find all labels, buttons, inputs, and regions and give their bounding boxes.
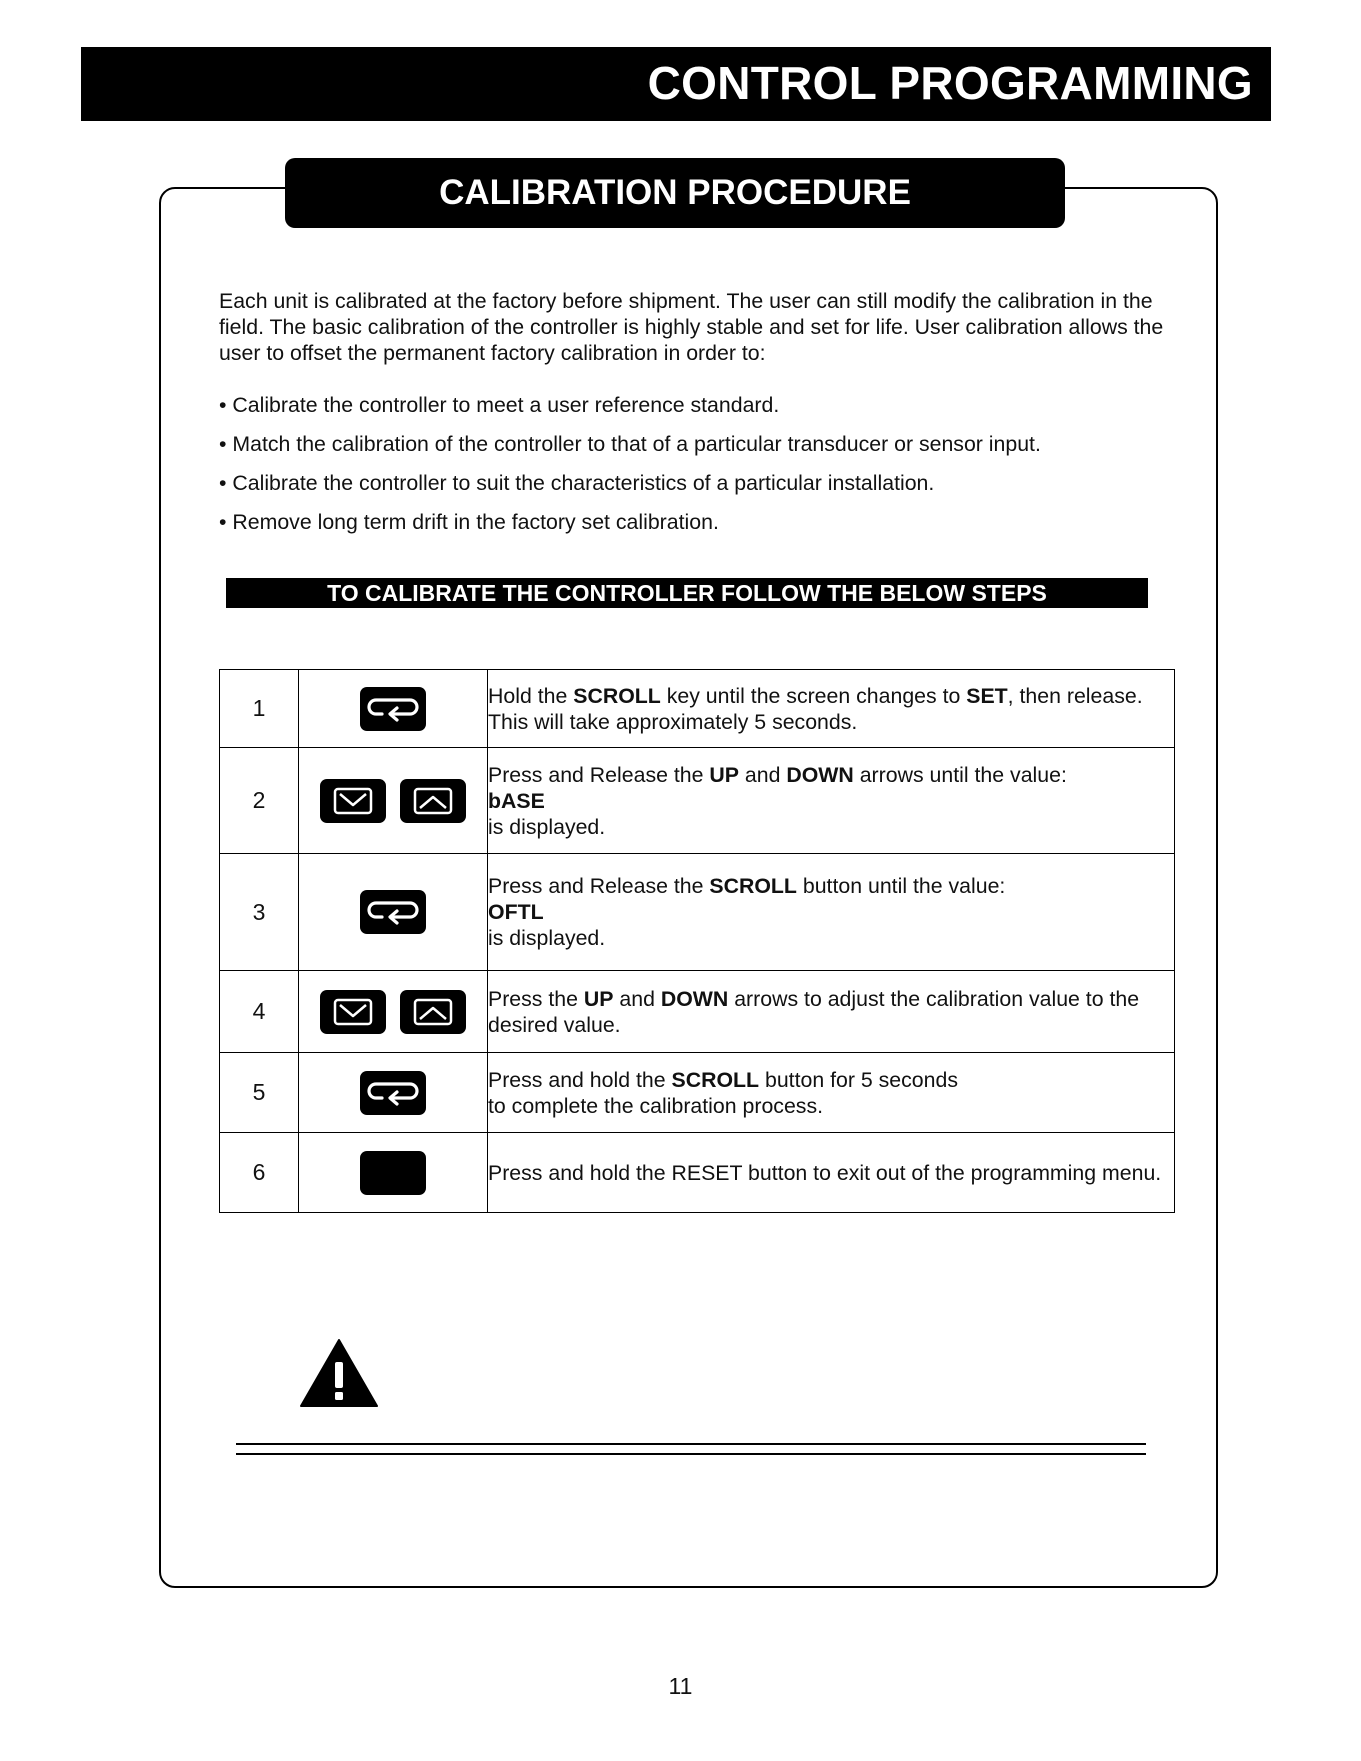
scroll-icon — [360, 890, 426, 934]
display-value: OFTL — [488, 900, 544, 924]
table-row — [220, 1133, 1175, 1213]
step-number: 2 — [220, 748, 299, 854]
step-description: Press and hold the SCROLL button for 5 seconds to complete the calibration process. — [488, 1053, 1175, 1133]
bullet-item: • Match the calibration of the controller to that of a particular transducer or sensor input. — [219, 432, 1041, 456]
step-keys — [299, 854, 488, 971]
table-row — [220, 670, 1175, 748]
step-description: Hold the SCROLL key until the screen changes to SET, then release. This will take approximately 5 seconds. — [488, 670, 1175, 748]
page-title: CONTROL PROGRAMMING — [647, 57, 1253, 109]
step-description: Press and Release the SCROLL button until the value: OFTL is displayed. — [488, 854, 1175, 971]
step-number: 3 — [220, 854, 299, 971]
scroll-icon — [360, 1071, 426, 1115]
section-title: CALIBRATION PROCEDURE — [285, 158, 1065, 228]
steps-table — [219, 669, 1175, 1213]
bullet-list — [219, 392, 1179, 548]
up-arrow-icon — [400, 990, 466, 1034]
down-arrow-icon — [320, 990, 386, 1034]
step-description: Press and hold the RESET button to exit out of the programming menu. — [488, 1133, 1175, 1213]
page-number: 11 — [668, 1673, 693, 1699]
bullet-item: • Calibrate the controller to suit the characteristics of a particular installation. — [219, 471, 935, 495]
step-number: 5 — [220, 1053, 299, 1133]
step-description: Press and Release the UP and DOWN arrows until the value: bASE is displayed. — [488, 748, 1175, 854]
divider-line — [236, 1443, 1146, 1445]
step-number: 1 — [220, 670, 299, 748]
intro-paragraph: Each unit is calibrated at the factory before shipment. The user can still modify the calibration in the field. The basic calibration of the controller is highly stable and set for life. User calibration allows the user to offset the permanent factory calibration in order to: — [219, 289, 1164, 365]
bullet-item: • Calibrate the controller to meet a user reference standard. — [219, 393, 780, 417]
scroll-icon — [360, 687, 426, 731]
step-keys — [299, 1133, 488, 1213]
step-number: 4 — [220, 971, 299, 1053]
table-row — [220, 854, 1175, 971]
step-keys — [299, 971, 488, 1053]
bullet-item: • Remove long term drift in the factory set calibration. — [219, 510, 719, 534]
step-keys — [299, 1053, 488, 1133]
down-arrow-icon — [320, 779, 386, 823]
step-description: Press the UP and DOWN arrows to adjust the calibration value to the desired value. — [488, 971, 1175, 1053]
divider-line — [236, 1453, 1146, 1455]
table-row — [220, 748, 1175, 854]
step-keys — [299, 670, 488, 748]
table-row — [220, 971, 1175, 1053]
header-bar — [81, 47, 1271, 121]
step-number: 6 — [220, 1133, 299, 1213]
steps-heading: TO CALIBRATE THE CONTROLLER FOLLOW THE BELOW STEPS — [226, 578, 1148, 608]
table-row — [220, 1053, 1175, 1133]
reset-button-icon — [360, 1151, 426, 1195]
display-value: bASE — [488, 788, 545, 813]
up-arrow-icon — [400, 779, 466, 823]
warning-icon — [299, 1338, 379, 1408]
step-keys — [299, 748, 488, 854]
